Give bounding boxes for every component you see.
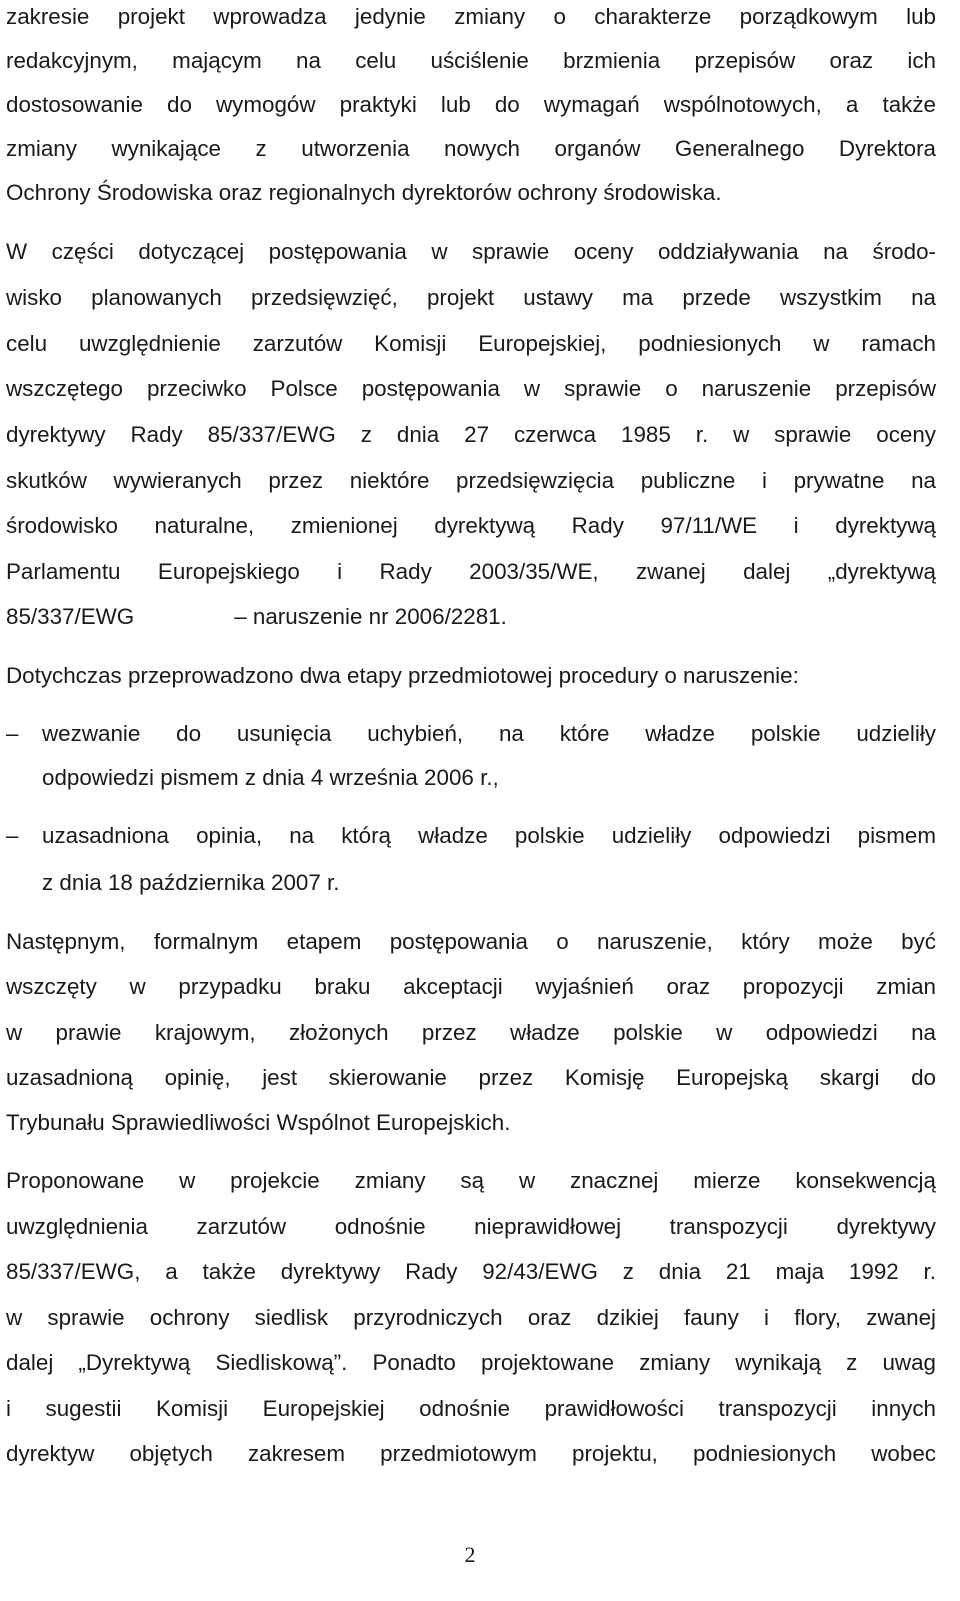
text-line: wszczęty w przypadku braku akceptacji wyjaśnień oraz propozycji zmian [6, 974, 936, 999]
text-line: dalej „Dyrektywą Siedliskową”. Ponadto projektowane zmiany wynikają z uwag [6, 1350, 936, 1375]
text-line: środowisko naturalne, zmienionej dyrektywą Rady 97/11/WE i dyrektywą [6, 513, 936, 538]
text-line: w prawie krajowym, złożonych przez władze polskie w odpowiedzi na [6, 1020, 936, 1045]
page-number: 2 [464, 1542, 476, 1567]
bullet-dash: – [6, 823, 19, 848]
text-line: uzasadniona opinia, na którą władze polskie udzieliły odpowiedzi pismem [42, 823, 936, 848]
text-line: skutków wywieranych przez niektóre przedsięwzięcia publiczne i prywatne na [6, 468, 936, 493]
text-line: wezwanie do usunięcia uchybień, na które władze polskie udzieliły [42, 721, 936, 746]
text-line: Dotychczas przeprowadzono dwa etapy przedmiotowej procedury o naruszenie: [6, 663, 799, 688]
text-line: Trybunału Sprawiedliwości Wspólnot Europejskich. [6, 1110, 511, 1135]
text-line: wisko planowanych przedsięwzięć, projekt ustawy ma przede wszystkim na [6, 285, 936, 310]
text-line-with-tab [6, 602, 936, 632]
bullet-dash: – [6, 721, 19, 746]
text-line: wszczętego przeciwko Polsce postępowania w sprawie o naruszenie przepisów [6, 376, 936, 401]
text-line: dostosowanie do wymogów praktyki lub do wymagań wspólnotowych, a także [6, 92, 936, 117]
text-line: W części dotyczącej postępowania w sprawie oceny oddziaływania na środo- [6, 239, 936, 264]
text-line: uwzględnienia zarzutów odnośnie nieprawidłowej transpozycji dyrektywy [6, 1214, 936, 1239]
text-line: dyrektywy Rady 85/337/EWG z dnia 27 czerwca 1985 r. w sprawie oceny [6, 422, 936, 447]
text-line: Parlamentu Europejskiego i Rady 2003/35/WE, zwanej dalej „dyrektywą [6, 559, 936, 584]
text-line: Ochrony Środowiska oraz regionalnych dyrektorów ochrony środowiska. [6, 180, 722, 205]
text-line: redakcyjnym, mającym na celu uściślenie brzmienia przepisów oraz ich [6, 48, 936, 73]
text-line: zakresie projekt wprowadza jedynie zmiany o charakterze porządkowym lub [6, 4, 936, 29]
text-line: celu uwzględnienie zarzutów Komisji Europejskiej, podniesionych w ramach [6, 331, 936, 356]
text-line: uzasadnioną opinię, jest skierowanie przez Komisję Europejską skargi do [6, 1065, 936, 1090]
text-line: w sprawie ochrony siedlisk przyrodniczych oraz dzikiej fauny i flory, zwanej [6, 1305, 936, 1330]
text-fragment: – naruszenie nr 2006/2281. [234, 604, 507, 629]
text-line: Proponowane w projekcie zmiany są w znacznej mierze konsekwencją [6, 1168, 936, 1193]
text-line: i sugestii Komisji Europejskiej odnośnie prawidłowości transpozycji innych [6, 1396, 936, 1421]
text-line: Następnym, formalnym etapem postępowania o naruszenie, który może być [6, 929, 936, 954]
text-fragment: 85/337/EWG [6, 604, 135, 629]
text-line: z dnia 18 października 2007 r. [42, 870, 340, 895]
text-line: zmiany wynikające z utworzenia nowych organów Generalnego Dyrektora [6, 136, 936, 161]
text-line: dyrektyw objętych zakresem przedmiotowym projektu, podniesionych wobec [6, 1441, 936, 1466]
text-line: 85/337/EWG, a także dyrektywy Rady 92/43/EWG z dnia 21 maja 1992 r. [6, 1259, 936, 1284]
text-line: odpowiedzi pismem z dnia 4 września 2006 r., [42, 765, 499, 790]
